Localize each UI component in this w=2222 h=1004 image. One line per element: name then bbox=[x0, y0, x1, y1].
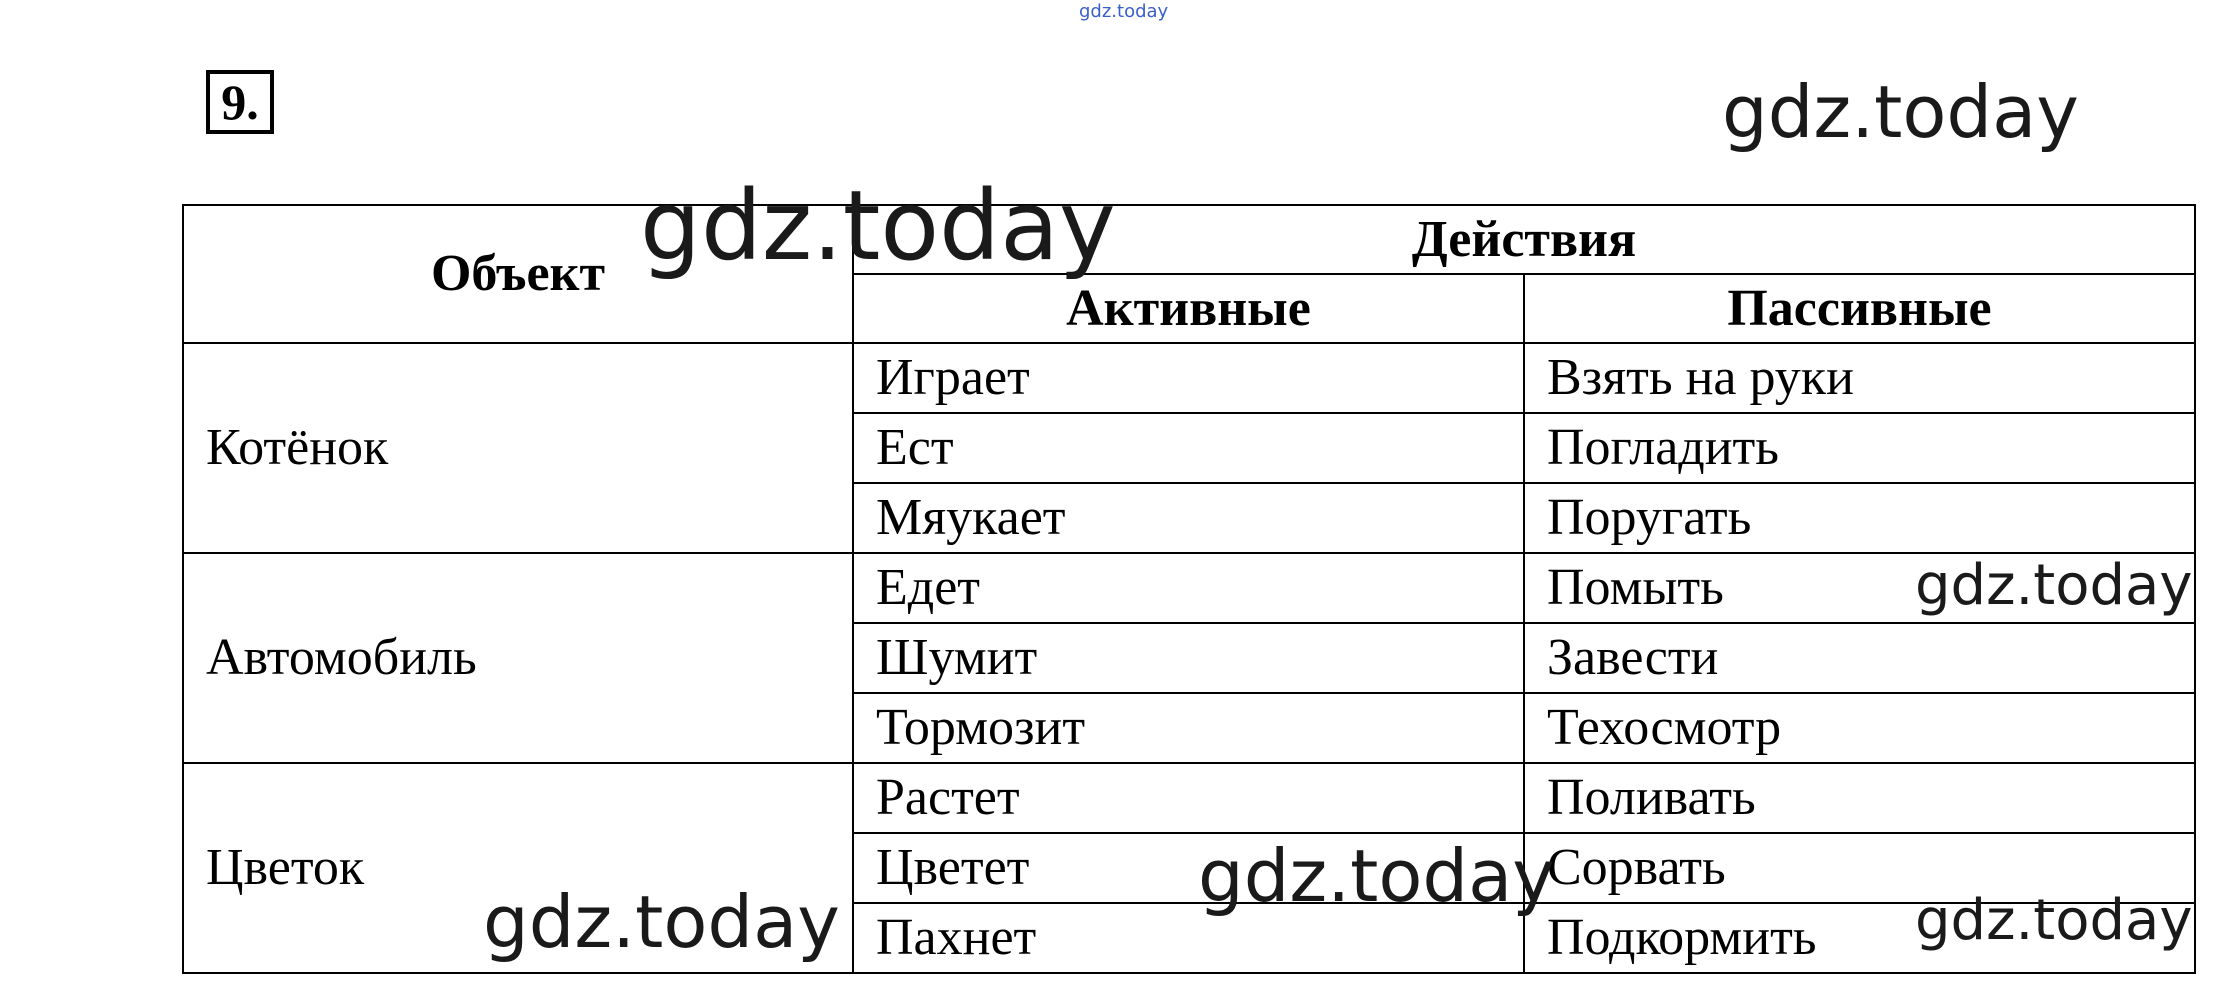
active-cell: Цветет bbox=[853, 833, 1524, 903]
active-cell: Едет bbox=[853, 553, 1524, 623]
passive-cell: Поливать bbox=[1524, 763, 2195, 833]
header-passive: Пассивные bbox=[1524, 274, 2195, 343]
active-cell: Шумит bbox=[853, 623, 1524, 693]
passive-cell: Сорвать bbox=[1524, 833, 2195, 903]
watermark-bottom-center: gdz.today bbox=[1198, 834, 1555, 918]
task-number: 9. bbox=[206, 70, 274, 134]
passive-cell: Завести bbox=[1524, 623, 2195, 693]
passive-cell: Поругать bbox=[1524, 483, 2195, 553]
watermark-top: gdz.today bbox=[1079, 1, 1169, 22]
watermark-header-right: gdz.today bbox=[1722, 70, 2079, 154]
table-row bbox=[183, 343, 2195, 413]
watermark-row-right: gdz.today bbox=[1915, 553, 2193, 618]
passive-cell: Взять на руки bbox=[1524, 343, 2195, 413]
watermark-bottom-left: gdz.today bbox=[483, 880, 840, 964]
watermark-bottom-right: gdz.today bbox=[1915, 888, 2193, 953]
active-cell: Играет bbox=[853, 343, 1524, 413]
actions-table bbox=[182, 204, 2196, 974]
header-actions: Действия bbox=[853, 205, 2195, 274]
table-row bbox=[183, 553, 2195, 623]
active-cell: Мяукает bbox=[853, 483, 1524, 553]
passive-cell: Техосмотр bbox=[1524, 693, 2195, 763]
active-cell: Растет bbox=[853, 763, 1524, 833]
header-active: Активные bbox=[853, 274, 1524, 343]
active-cell: Ест bbox=[853, 413, 1524, 483]
passive-cell: Подкормить bbox=[1524, 903, 2195, 973]
table-row bbox=[183, 763, 2195, 833]
watermark-header-center: gdz.today bbox=[640, 170, 1116, 282]
active-cell: Тормозит bbox=[853, 693, 1524, 763]
passive-cell: Погладить bbox=[1524, 413, 2195, 483]
object-cell: Цветок bbox=[183, 763, 853, 973]
object-cell: Автомобиль bbox=[183, 553, 853, 763]
active-cell: Пахнет bbox=[853, 903, 1524, 973]
header-object: Объект bbox=[183, 205, 853, 343]
object-cell: Котёнок bbox=[183, 343, 853, 553]
passive-cell: Помыть bbox=[1524, 553, 2195, 623]
